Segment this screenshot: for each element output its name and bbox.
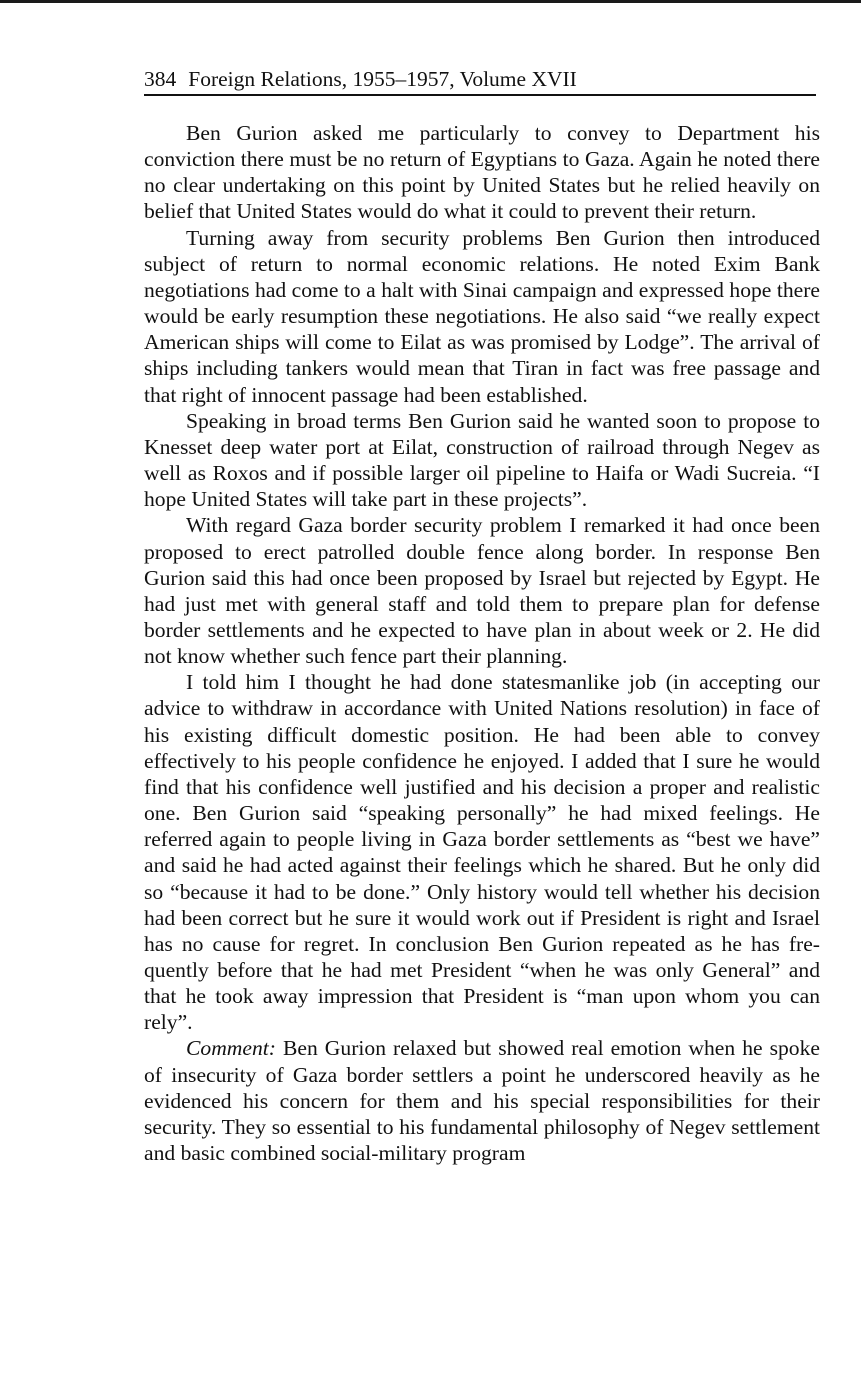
- running-head: [144, 64, 816, 96]
- paragraph-statesmanlike-job: I told him I thought he had done statesmanlike job (in accepting our advice to withdraw in accordance with United Nations resolution) in face of his existing difficult domestic position. He had been able to convey effectively to his people confidence he enjoyed. I added that I sure he would find that his confidence well justified and his decision a proper and realistic one. Ben Gurion said “speaking personally” he had mixed feelings. He referred again to people living in Gaza border settlements as “best we have” and said he had acted against their feelings which he shared. But he only did so “because it had to be done.” Only history would tell whether his decision had been correct but he sure it would work out if President is right and Israel has no cause for regret. In conclusion Ben Gurion repeated as he has frequently before that he had met President “when he was only General” and that he took away impression that President is “man upon whom you can rely”.: [144, 670, 820, 1035]
- paragraph-border-fence: With regard Gaza border security problem I remarked it had once been proposed to erect patrolled double fence along border. In response Ben Gurion said this had once been proposed by Israel but rejected by Egypt. He had just met with general staff and told them to prepare plan for defense border settlements and he expected to have plan in about week or 2. He did not know whether such fence part their planning.: [144, 513, 820, 669]
- volume-title: Foreign Relations, 1955–1957, Volume XVII: [188, 67, 577, 91]
- paragraph-comment: [144, 1035, 820, 1166]
- paragraph-gaza-return: Ben Gurion asked me particularly to convey to Department his conviction there must be no return of Egyptians to Gaza. Again he noted there no clear undertaking on this point by United States but he relied heavily on belief that United States would do what it could to prevent their return.: [144, 121, 820, 224]
- top-border-rule: [0, 0, 861, 3]
- paragraph-economic-relations: Turning away from security problems Ben Gurion then introduced subject of return to normal economic relations. He noted Exim Bank negotiations had come to a halt with Sinai campaign and expressed hope there would be early resumption these negotiations. He also said “we really expect American ships will come to Eilat as was promised by Lodge”. The arrival of ships including tankers would mean that Tiran in fact was free passage and that right of innocent passage had been established.: [144, 225, 820, 407]
- comment-label: Comment:: [186, 1036, 276, 1061]
- comment-text: Ben Gurion relaxed but showed real emotion when he spoke of insecurity of Gaza border settlers a point he underscored heavily as he evidenced his concern for them and his special responsibilities for their security. They so essential to his fundamental philosophy of Negev settlement and basic combined social-military program: [144, 1036, 820, 1166]
- document-body: [144, 120, 820, 1166]
- paragraph-eilat-projects: Speaking in broad terms Ben Gurion said he wanted soon to propose to Knesset deep water port at Eilat, construction of railroad through Negev as well as Roxos and if possible larger oil pipeline to Haifa or Wadi Sucreia. “I hope United States will take part in these projects”.: [144, 408, 820, 512]
- page-number: 384: [144, 67, 177, 91]
